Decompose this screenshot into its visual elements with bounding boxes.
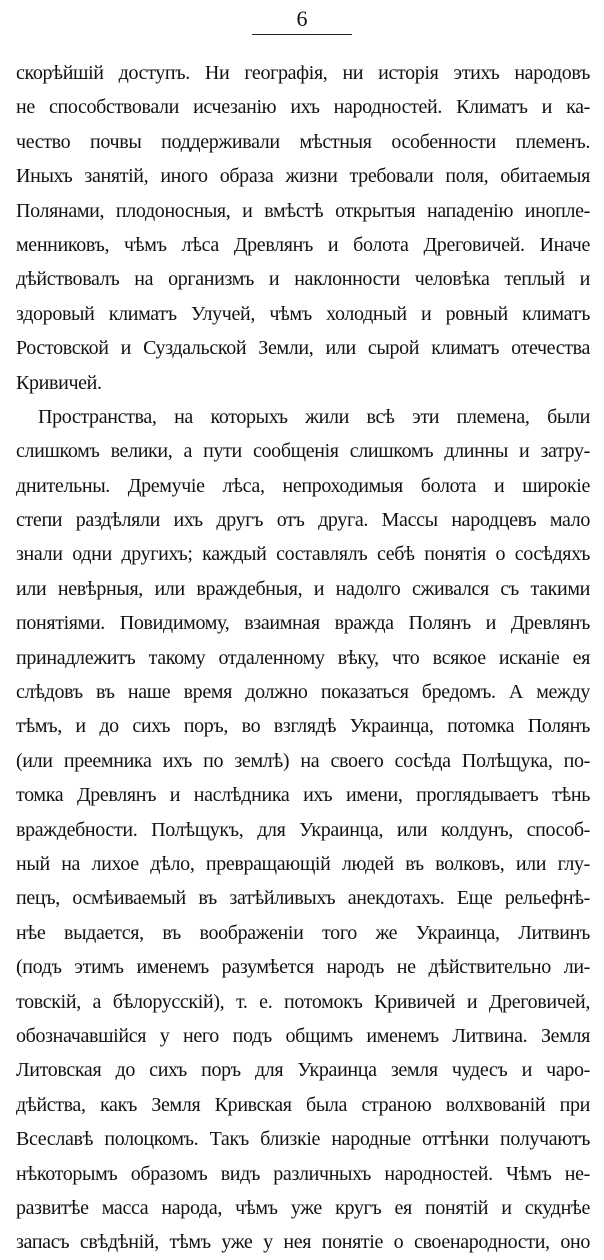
- text-line: не способствовали исчезанiю ихъ народностей. Климатъ и ка-: [16, 96, 590, 119]
- text-line: Всеславѣ полоцкомъ. Такъ близкiе народные оттѣнки получаютъ: [16, 1128, 590, 1151]
- text-line: (или преемника ихъ по землѣ) на своего сосѣда Полѣщука, по-: [16, 749, 590, 772]
- text-line: развитѣе масса народа, чѣмъ уже кругъ ея понятiй и скуднѣе: [16, 1196, 590, 1219]
- text-line: (подъ этимъ именемъ разумѣется народъ не дѣйствительно ли-: [16, 956, 590, 979]
- text-line: здоровый климатъ Улучей, чѣмъ холодный и ровный климатъ: [16, 302, 590, 325]
- text-line: дѣйствовалъ на организмъ и наклонности человѣка теплый и: [16, 268, 590, 291]
- text-line: Иныхъ занятiй, иного образа жизни требовали поля, обитаемыя: [16, 165, 590, 188]
- text-line: слишкомъ велики, а пути сообщенiя слишкомъ длинны и затру-: [16, 440, 590, 463]
- text-line: Литовская до сихъ поръ для Украинца земля чудесъ и чаро-: [16, 1059, 590, 1082]
- page-number: 6: [296, 6, 308, 31]
- text-line: понятiями. Повидимому, взаимная вражда Полянъ и Древлянъ: [16, 612, 590, 635]
- text-line: Пространства, на которыхъ жили всѣ эти племена, были: [38, 405, 590, 428]
- header-rule: [252, 34, 352, 35]
- text-line: менниковъ, чѣмъ лѣса Древлянъ и болота Дреговичей. Иначе: [16, 233, 590, 256]
- text-line: томка Древлянъ и наслѣдника ихъ имени, проглядываетъ тѣнь: [16, 784, 590, 807]
- text-line: Ростовской и Суздальской Земли, или сырой климатъ отечества: [16, 337, 590, 360]
- text-line: днительны. Дремучiе лѣса, непроходимыя болота и широкiе: [16, 474, 590, 497]
- text-line: обозначавшiйся у него подъ общимъ именемъ Литвина. Земля: [16, 1024, 590, 1047]
- body-text: [16, 56, 590, 1260]
- text-line: нѣкоторымъ образомъ видъ различныхъ народностей. Чѣмъ не-: [16, 1162, 590, 1185]
- text-line: тѣмъ, и до сихъ поръ, во взглядѣ Украинца, потомка Полянъ: [16, 715, 590, 738]
- text-line: Кривичей.: [16, 371, 102, 394]
- text-line: степи раздѣляли ихъ другъ отъ друга. Массы народцевъ мало: [16, 509, 590, 532]
- text-line: дѣйства, какъ Земля Кривская была страною волхвованiй при: [16, 1093, 590, 1116]
- text-line: принадлежитъ такому отдаленному вѣку, что всякое исканiе ея: [16, 646, 590, 669]
- text-line: товскiй, а бѣлорусскiй), т. е. потомокъ Кривичей и Дреговичей,: [16, 990, 590, 1013]
- text-line: скорѣйшiй доступъ. Ни географiя, ни исторiя этихъ народовъ: [16, 62, 590, 84]
- text-line: запасъ свѣдѣнiй, тѣмъ уже у нея понятiе о своенародности, оно: [16, 1231, 590, 1254]
- text-line: Полянами, плодоносныя, и вмѣстѣ открытыя нападенiю инопле-: [16, 199, 590, 222]
- text-line: чество почвы поддерживали мѣстныя особенности племенъ.: [16, 130, 590, 153]
- text-line: нѣе выдается, въ воображенiи того же Украинца, Литвинъ: [16, 921, 590, 944]
- text-line: знали одни другихъ; каждый составлялъ себѣ понятiя о сосѣдяхъ: [16, 543, 590, 566]
- text-line: слѣдовъ въ наше время должно показаться бредомъ. А между: [16, 681, 590, 704]
- text-line: пецъ, осмѣиваемый въ затѣйливыхъ анекдотахъ. Еще рельефнѣ-: [16, 887, 590, 910]
- text-line: враждебности. Полѣщукъ, для Украинца, или колдунъ, способ-: [16, 818, 590, 841]
- text-line: ный на лихое дѣло, превращающiй людей въ волковъ, или глу-: [16, 852, 590, 875]
- text-line: или невѣрныя, или враждебныя, и надолго сживался съ такими: [16, 577, 590, 600]
- page-header: [0, 6, 604, 32]
